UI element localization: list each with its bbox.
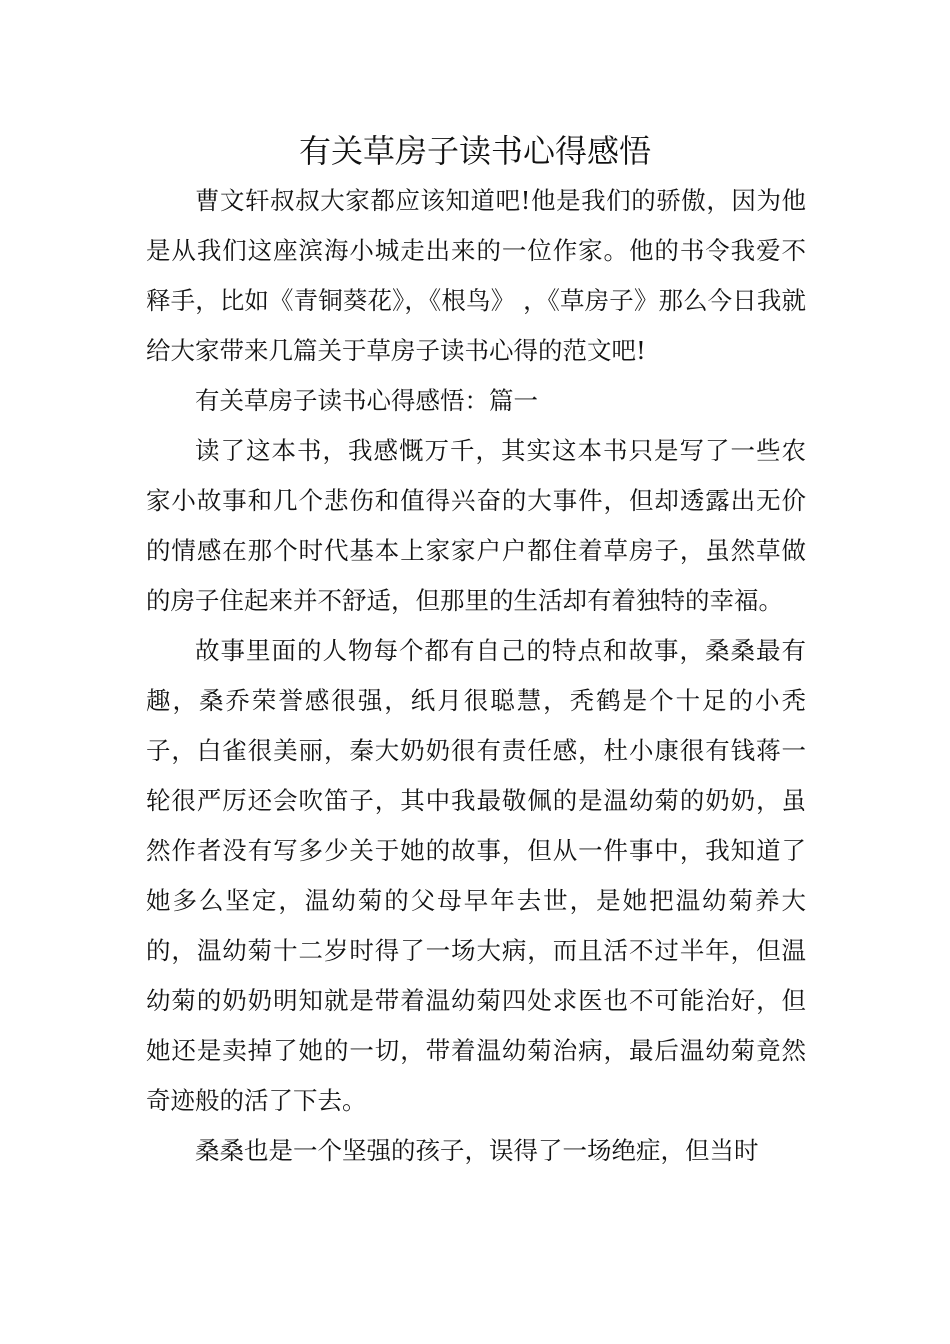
document-body — [146, 176, 806, 1176]
body-paragraph: 故事里面的人物每个都有自己的特点和故事，桑桑最有趣，桑乔荣誉感很强，纸月很聪慧，秃鹤是个十足的小秃子，白雀很美丽，秦大奶奶很有责任感，杜小康很有钱蒋一轮很严厉还会吹笛子，其中我最敬佩的是温幼菊的奶奶，虽然作者没有写多少关于她的故事，但从一件事中，我知道了她多么坚定，温幼菊的父母早年去世，是她把温幼菊养大的，温幼菊十二岁时得了一场大病，而且活不过半年，但温幼菊的奶奶明知就是带着温幼菊四处求医也不可能治好，但她还是卖掉了她的一切，带着温幼菊治病，最后温幼菊竟然奇迹般的活了下去。 — [146, 636, 806, 1115]
document-title: 有关草房子读书心得感悟 — [298, 132, 651, 170]
body-paragraph: 桑桑也是一个坚强的孩子，误得了一场绝症，但当时 — [195, 1136, 759, 1165]
section-heading: 有关草房子读书心得感悟：篇一 — [195, 386, 538, 415]
body-paragraph: 读了这本书，我感慨万千，其实这本书只是写了一些农家小故事和几个悲伤和值得兴奋的大事件，但却透露出无价的情感在那个时代基本上家家户户都住着草房子，虽然草做的房子住起来并不舒适，但那里的生活却有着独特的幸福。 — [146, 436, 806, 615]
intro-paragraph: 曹文轩叔叔大家都应该知道吧!他是我们的骄傲，因为他是从我们这座滨海小城走出来的一位作家。他的书令我爱不释手，比如《青铜葵花》，《根鸟》 ，《草房子》那么今日我就给大家带来几篇关于草房子读书心得的范文吧! — [146, 186, 806, 365]
